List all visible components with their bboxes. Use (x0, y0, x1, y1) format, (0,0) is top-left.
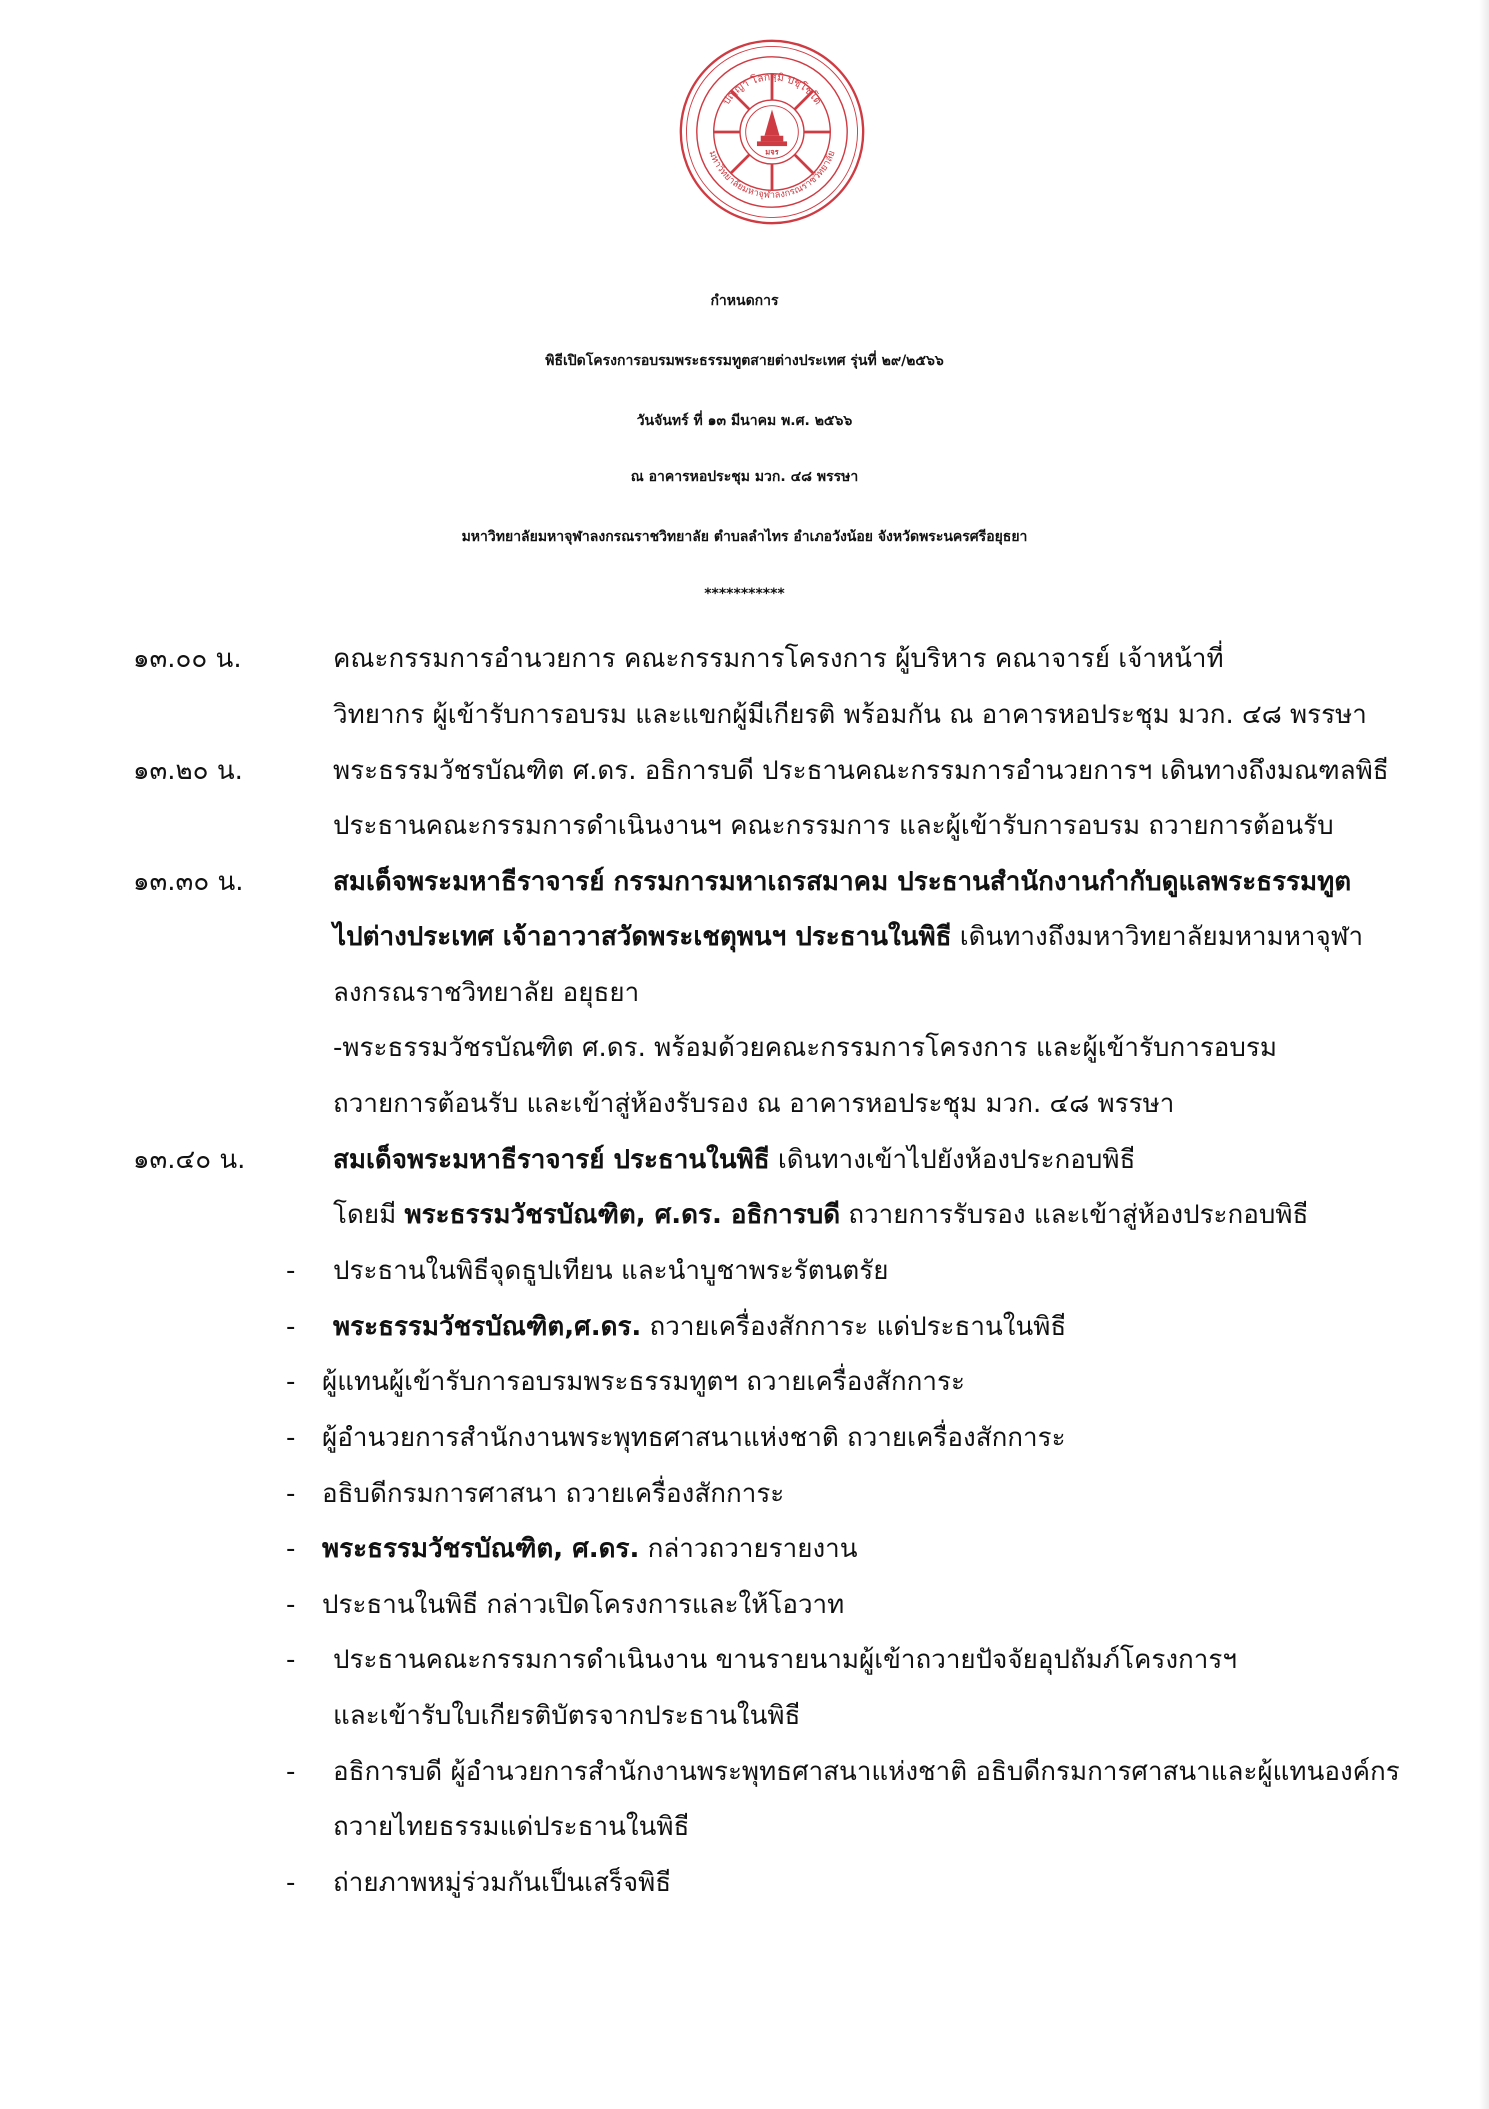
bullet-item-regular: ถวายเครื่องสักการะ แด่ประธานในพิธี (641, 1312, 1067, 1342)
bullet-item: ประธานในพิธี กล่าวเปิดโครงการและให้โอวาท (322, 1590, 845, 1620)
schedule-time: ๑๓.๐๐ น. (133, 644, 242, 674)
bullet-item (322, 1534, 858, 1564)
bullet-dash: - (286, 1757, 296, 1787)
schedule-text (333, 1200, 1308, 1230)
seal-motto: ปญฺญา โลกสฺมิ ปชฺโชโต (720, 71, 824, 108)
schedule-text: ลงกรณราชวิทยาลัย อยุธยา (333, 978, 640, 1008)
schedule-text (333, 1145, 1135, 1175)
schedule-text: -พระธรรมวัชรบัณฑิต ศ.ดร. พร้อมด้วยคณะกรรมการโครงการ และผู้เข้ารับการอบรม (333, 1033, 1278, 1063)
bullet-dash: - (286, 1479, 296, 1509)
seal-university-name: มหาวิทยาลัยมหาจุฬาลงกรณราชวิทยาลัย (706, 149, 838, 201)
schedule-text: วิทยากร ผู้เข้ารับการอบรม และแขกผู้มีเกียรติ พร้อมกัน ณ อาคารหอประชุม มวก. ๔๘ พรรษา (333, 700, 1367, 730)
schedule-text-regular: โดยมี (333, 1200, 405, 1230)
schedule-text-bold: ไปต่างประเทศ เจ้าอาวาสวัดพระเชตุพนฯ ประธานในพิธี (333, 922, 952, 952)
schedule-text: ประธานคณะกรรมการดำเนินงานฯ คณะกรรมการ และผู้เข้ารับการอบรม ถวายการต้อนรับ (333, 811, 1334, 841)
doc-title: กำหนดการ (710, 293, 779, 309)
bullet-dash: - (286, 1868, 296, 1898)
university-seal-logo (678, 38, 866, 226)
schedule-text: ถวายการต้อนรับ และเข้าสู่ห้องรับรอง ณ อาคารหอประชุม มวก. ๔๘ พรรษา (333, 1089, 1175, 1119)
schedule-text: สมเด็จพระมหาธีราจารย์ กรรมการมหาเถรสมาคม ประธานสำนักงานกำกับดูแลพระธรรมทูต (333, 867, 1352, 897)
schedule-text-bold: สมเด็จพระมหาธีราจารย์ ประธานในพิธี (333, 1145, 770, 1175)
bullet-item: ผู้อำนวยการสำนักงานพระพุทธศาสนาแห่งชาติ ถวายเครื่องสักการะ (322, 1423, 1066, 1453)
bullet-dash: - (286, 1367, 296, 1397)
bullet-dash: - (286, 1312, 296, 1342)
bullet-dash: - (286, 1590, 296, 1620)
schedule-text-regular: เดินทางถึงมหาวิทยาลัยมหามหาจุฬา (951, 922, 1364, 952)
stars-divider: *********** (704, 586, 785, 602)
schedule-text: คณะกรรมการอำนวยการ คณะกรรมการโครงการ ผู้บริหาร คณาจารย์ เจ้าหน้าที่ (333, 644, 1224, 674)
schedule-text-regular: ถวายการรับรอง และเข้าสู่ห้องประกอบพิธี (840, 1200, 1309, 1230)
bullet-item-bold: พระธรรมวัชรบัณฑิต,ศ.ดร. (333, 1312, 642, 1342)
event-venue: ณ อาคารหอประชุม มวก. ๔๘ พรรษา (630, 469, 859, 485)
schedule-text: พระธรรมวัชรบัณฑิต ศ.ดร. อธิการบดี ประธานคณะกรรมการอำนวยการฯ เดินทางถึงมณฑลพิธี (333, 756, 1389, 786)
event-title: พิธีเปิดโครงการอบรมพระธรรมทูตสายต่างประเทศ รุ่นที่ ๒๙/๒๕๖๖ (545, 353, 944, 369)
schedule-time: ๑๓.๔๐ น. (133, 1145, 246, 1175)
bullet-item: ผู้แทนผู้เข้ารับการอบรมพระธรรมทูตฯ ถวายเครื่องสักการะ (322, 1367, 965, 1397)
bullet-dash: - (286, 1534, 296, 1564)
bullet-item-continued: ถวายไทยธรรมแด่ประธานในพิธี (333, 1812, 690, 1842)
bullet-item: อธิบดีกรมการศาสนา ถวายเครื่องสักการะ (322, 1479, 785, 1509)
bullet-item-bold: พระธรรมวัชรบัณฑิต, ศ.ดร. (322, 1534, 640, 1564)
event-location: มหาวิทยาลัยมหาจุฬาลงกรณราชวิทยาลัย ตำบลลำไทร อำเภอวังน้อย จังหวัดพระนครศรีอยุธยา (461, 529, 1028, 545)
bullet-item (333, 1312, 1066, 1342)
event-date: วันจันทร์ ที่ ๑๓ มีนาคม พ.ศ. ๒๕๖๖ (636, 413, 853, 429)
bullet-item-regular: กล่าวถวายรายงาน (639, 1534, 858, 1564)
schedule-time: ๑๓.๒๐ น. (133, 756, 243, 786)
bullet-item-continued: และเข้ารับใบเกียรติบัตรจากประธานในพิธี (333, 1701, 801, 1731)
schedule-text (333, 922, 1363, 952)
schedule-text-bold: พระธรรมวัชรบัณฑิต, ศ.ดร. อธิการบดี (404, 1200, 841, 1230)
seal-center-text: มจร (765, 147, 779, 157)
schedule-time: ๑๓.๓๐ น. (133, 867, 244, 897)
bullet-item: อธิการบดี ผู้อำนวยการสำนักงานพระพุทธศาสนาแห่งชาติ อธิบดีกรมการศาสนาและผู้แทนองค์กร (333, 1757, 1400, 1787)
bullet-dash: - (286, 1423, 296, 1453)
bullet-item: ถ่ายภาพหมู่ร่วมกันเป็นเสร็จพิธี (333, 1868, 672, 1898)
bullet-item: ประธานในพิธีจุดธูปเทียน และนำบูชาพระรัตนตรัย (333, 1256, 889, 1286)
schedule-text-regular: เดินทางเข้าไปยังห้องประกอบพิธี (769, 1145, 1136, 1175)
page-edge-shadow (1479, 0, 1489, 2109)
bullet-item: ประธานคณะกรรมการดำเนินงาน ขานรายนามผู้เข้าถวายปัจจัยอุปถัมภ์โครงการฯ (333, 1645, 1237, 1675)
bullet-dash: - (286, 1645, 296, 1675)
bullet-dash: - (286, 1256, 296, 1286)
